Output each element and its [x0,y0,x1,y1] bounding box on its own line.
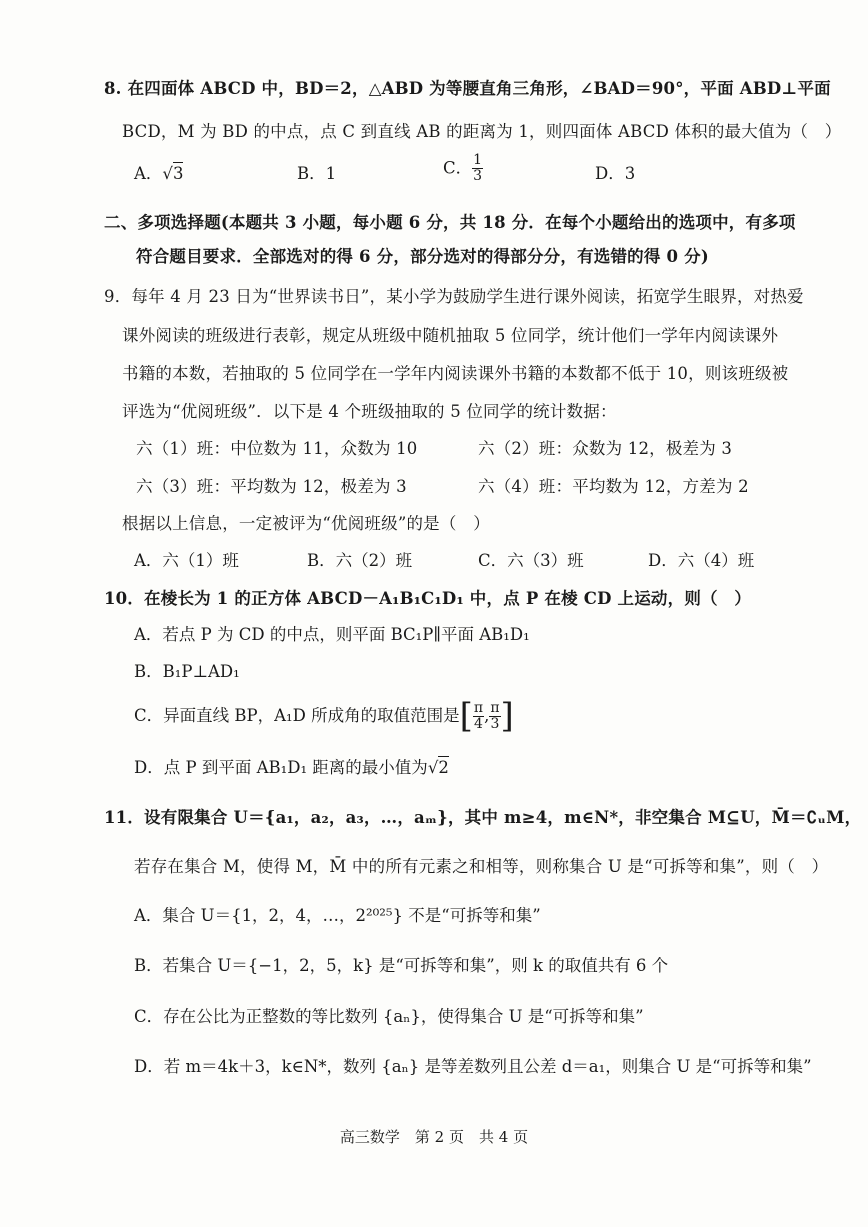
fraction [489,701,500,732]
q9-class-1: 六（1）班：中位数为 11，众数为 10 [136,439,418,458]
sqrt-symbol: √ [427,758,439,777]
q8-option-d: D．3 [595,164,636,183]
q9-line-1: 9．每年 4 月 23 日为“世界读书日”，某小学为鼓励学生进行课外阅读，拓宽学生眼界，对热爱 [104,287,804,306]
q9-question: 根据以上信息，一定被评为“优阅班级”的是（ ） [122,514,490,533]
q8-line-2: BCD，M 为 BD 的中点，点 C 到直线 AB 的距离为 1，则四面体 ABCD 体积的最大值为（ ） [122,122,842,141]
q11-line-2: 若存在集合 M，使得 M，M̄ 中的所有元素之和相等，则称集合 U 是“可拆等和集”，则（ ） [134,857,829,876]
q9-line-3: 书籍的本数，若抽取的 5 位同学在一学年内阅读课外书籍的本数都不低于 10，则该班级被 [122,364,789,383]
fraction-denominator: 4 [474,715,483,732]
q10-option-d-text: D．点 P 到平面 AB₁D₁ 距离的最小值为 [134,758,428,777]
fraction [473,701,484,732]
fraction-denominator: 3 [490,715,500,732]
q11-option-a: A．集合 U＝{1，2，4，…，2²⁰²⁵} 不是“可拆等和集” [134,906,541,925]
q10-stem: 10．在棱长为 1 的正方体 ABCD－A₁B₁C₁D₁ 中，点 P 在棱 CD 上运动，则（ ） [104,589,752,608]
q9-line-4: 评选为“优阅班级”．以下是 4 个班级抽取的 5 位同学的统计数据： [122,402,617,421]
q8-option-c [443,153,483,184]
q9-line-2: 课外阅读的班级进行表彰，规定从班级中随机抽取 5 位同学，统计他们一学年内阅读课外 [122,326,779,345]
q9-option-b: B．六（2）班 [307,551,413,570]
q8-option-a-label: A． [134,164,163,183]
fraction-numerator: π [473,699,484,716]
q10-option-b: B．B₁P⊥AD₁ [134,662,240,681]
q11-option-d: D．若 m＝4k＋3，k∈N*，数列 {aₙ} 是等差数列且公差 d＝a₁，则集合 U 是“可拆等和集” [134,1057,812,1076]
fraction-numerator: π [490,699,500,716]
q10-option-c [134,696,514,736]
comma: , [484,706,490,725]
q10-option-c-text: C．异面直线 BP，A₁D 所成角的取值范围是 [134,706,460,725]
q9-class-4: 六（4）班：平均数为 12，方差为 2 [478,477,749,496]
q9-class-2: 六（2）班：众数为 12，极差为 3 [478,439,733,458]
q8-option-a-value: 3 [172,164,184,183]
q10-option-d-value: 2 [438,758,449,777]
sqrt-symbol: √ [162,164,173,183]
q8-option-b: B．1 [297,164,337,183]
q9-option-d: D．六（4）班 [648,551,755,570]
q11-option-c: C．存在公比为正整数的等比数列 {aₙ}，使得集合 U 是“可拆等和集” [134,1007,644,1026]
q8-option-c-label: C． [443,158,473,178]
q8-line-1: 8. 在四面体 ABCD 中，BD＝2，△ABD 为等腰直角三角形，∠BAD＝90°，平面 ABD⊥平面 [104,79,831,98]
q11-option-b: B．若集合 U＝{−1，2，5，k} 是“可拆等和集”，则 k 的取值共有 6 个 [134,956,669,975]
q8-option-a [134,163,183,185]
left-bracket: [ [459,696,473,736]
section-2-line-2: 符合题目要求．全部选对的得 6 分，部分选对的得部分分，有选错的得 0 分) [136,247,709,266]
right-bracket: ] [500,696,514,736]
q10-option-a: A．若点 P 为 CD 的中点，则平面 BC₁P∥平面 AB₁D₁ [134,625,530,644]
fraction-denominator: 3 [473,168,483,184]
q9-option-c: C．六（3）班 [478,551,584,570]
page-footer: 高三数学 第 2 页 共 4 页 [339,1128,529,1146]
fraction-numerator: 1 [473,152,483,168]
q11-line-1: 11．设有限集合 U＝{a₁，a₂，a₃，…，aₘ}，其中 m≥4，m∈N*，非空集合 M⊆U，M̄＝∁ᵤM， [104,808,862,827]
q10-option-d [134,757,449,779]
fraction [472,153,483,184]
q9-class-3: 六（3）班：平均数为 12，极差为 3 [136,477,407,496]
q9-option-a: A．六（1）班 [134,551,239,570]
section-2-line-1: 二、多项选择题(本题共 3 小题，每小题 6 分，共 18 分．在每个小题给出的选项中，有多项 [104,213,796,232]
